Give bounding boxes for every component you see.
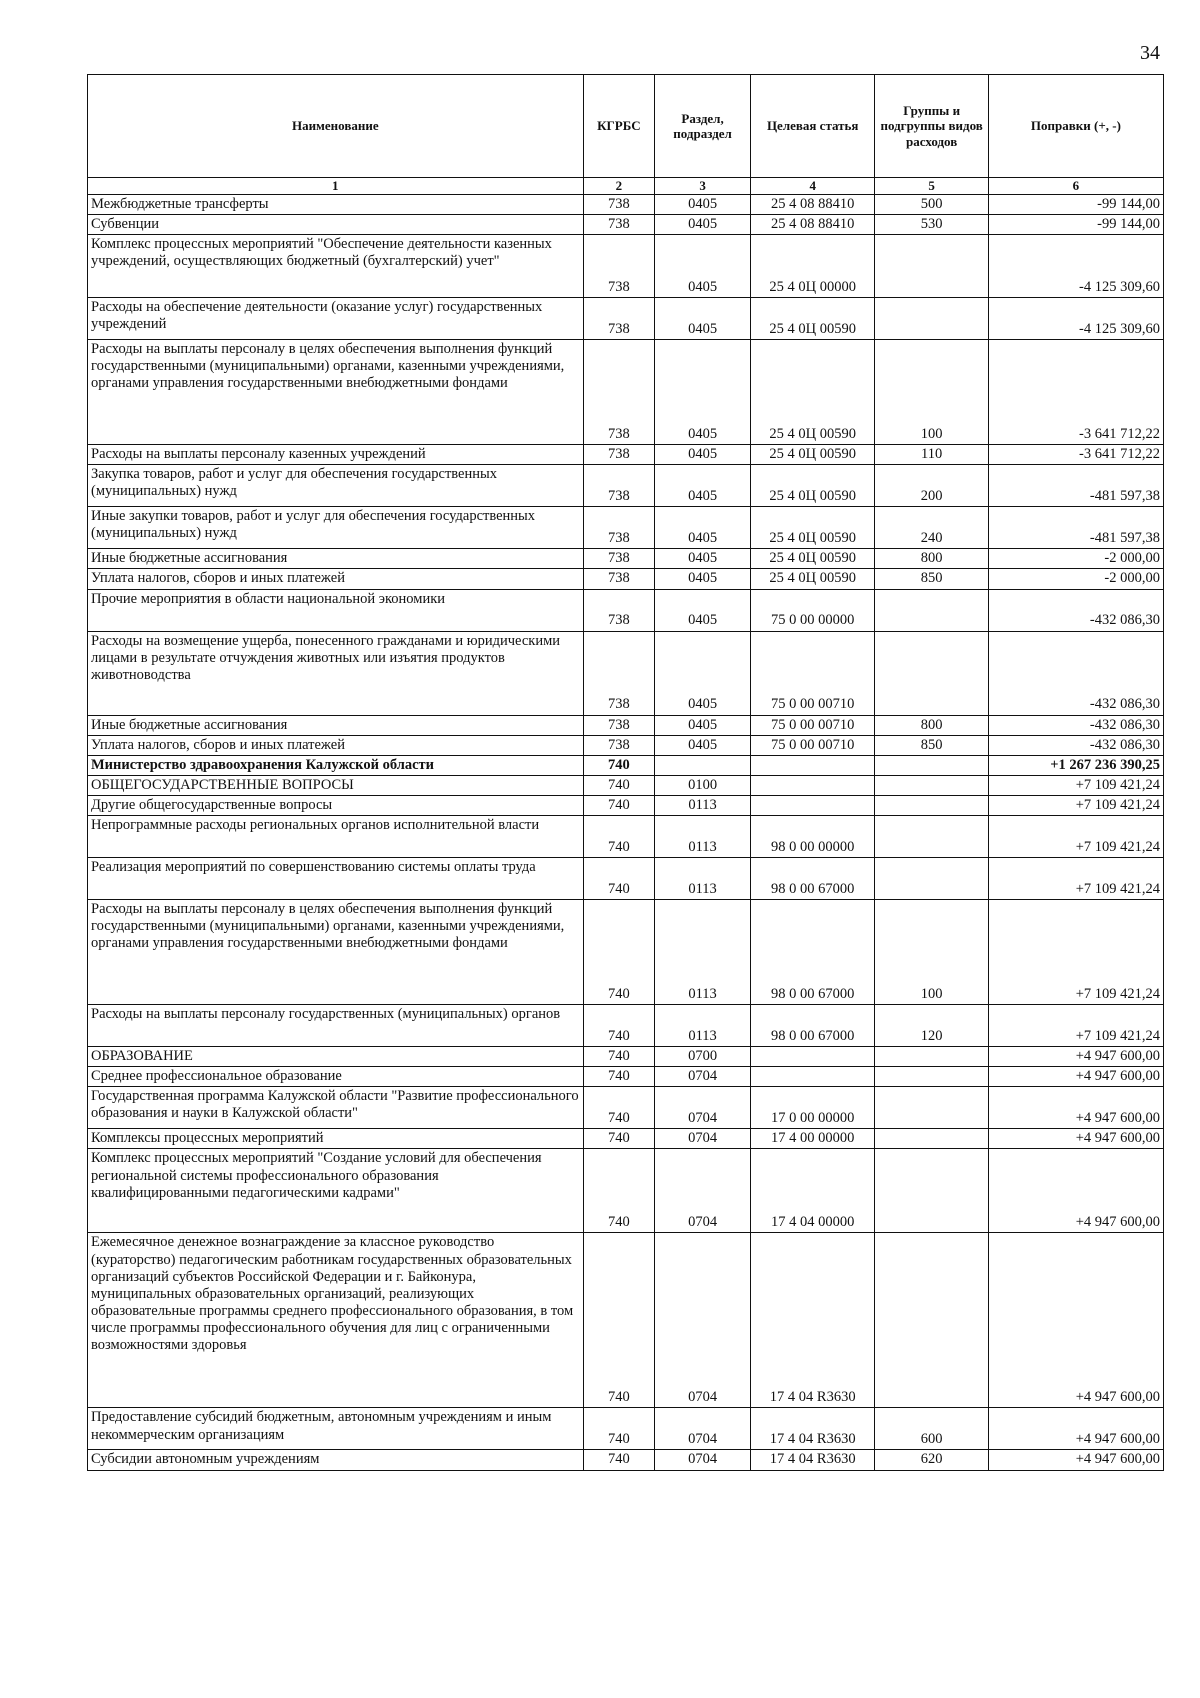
row-group (875, 858, 988, 900)
table-row (88, 445, 1164, 465)
table-row (88, 465, 1164, 507)
column-number: 6 (988, 178, 1163, 195)
row-section: 0100 (655, 775, 751, 795)
table-row (88, 1047, 1164, 1067)
row-name: Расходы на выплаты персоналу в целях обеспечения выполнения функций государственными (муниципальными) органами, казенными учреждениями, органами управления государственными внебюджетными фондами (88, 340, 584, 445)
row-group (875, 816, 988, 858)
row-kgrbs: 740 (583, 858, 655, 900)
row-name: Предоставление субсидий бюджетным, автономным учреждениям и иным некоммерческим организациям (88, 1408, 584, 1450)
row-amount: -99 144,00 (988, 215, 1163, 235)
row-name: Комплексы процессных мероприятий (88, 1129, 584, 1149)
row-amount: +4 947 600,00 (988, 1067, 1163, 1087)
row-name: Иные бюджетные ассигнования (88, 715, 584, 735)
row-group (875, 1129, 988, 1149)
row-kgrbs: 738 (583, 549, 655, 569)
column-number: 3 (655, 178, 751, 195)
row-name: ОБЩЕГОСУДАРСТВЕННЫЕ ВОПРОСЫ (88, 775, 584, 795)
table-row (88, 195, 1164, 215)
column-number: 1 (88, 178, 584, 195)
table-row (88, 549, 1164, 569)
row-target: 25 4 0Ц 00590 (750, 569, 874, 589)
row-kgrbs: 740 (583, 775, 655, 795)
table-row (88, 631, 1164, 715)
row-section: 0405 (655, 215, 751, 235)
table-row (88, 816, 1164, 858)
table-row (88, 507, 1164, 549)
row-amount: +4 947 600,00 (988, 1450, 1163, 1470)
row-name: Уплата налогов, сборов и иных платежей (88, 735, 584, 755)
row-name: Уплата налогов, сборов и иных платежей (88, 569, 584, 589)
row-amount: -99 144,00 (988, 195, 1163, 215)
row-amount: -3 641 712,22 (988, 340, 1163, 445)
table-header-row (88, 75, 1164, 178)
row-kgrbs: 740 (583, 1233, 655, 1408)
row-name: Расходы на обеспечение деятельности (оказание услуг) государственных учреждений (88, 298, 584, 340)
row-section: 0704 (655, 1233, 751, 1408)
row-section: 0405 (655, 445, 751, 465)
row-kgrbs: 740 (583, 795, 655, 815)
table-row (88, 340, 1164, 445)
row-group: 100 (875, 340, 988, 445)
row-name: Расходы на выплаты персоналу в целях обеспечения выполнения функций государственными (муниципальными) органами, казенными учреждениями, органами управления государственными внебюджетными фондами (88, 900, 584, 1005)
row-name: Непрограммные расходы региональных органов исполнительной власти (88, 816, 584, 858)
row-group: 530 (875, 215, 988, 235)
row-kgrbs: 740 (583, 900, 655, 1005)
table-row (88, 900, 1164, 1005)
table-row (88, 235, 1164, 298)
row-section: 0405 (655, 589, 751, 631)
row-section: 0704 (655, 1149, 751, 1233)
row-amount: -432 086,30 (988, 589, 1163, 631)
row-target: 25 4 08 88410 (750, 215, 874, 235)
row-amount: -4 125 309,60 (988, 298, 1163, 340)
row-name: Другие общегосударственные вопросы (88, 795, 584, 815)
row-target: 25 4 08 88410 (750, 195, 874, 215)
row-target (750, 775, 874, 795)
row-kgrbs: 740 (583, 1149, 655, 1233)
row-target: 98 0 00 67000 (750, 900, 874, 1005)
table-row (88, 858, 1164, 900)
row-kgrbs: 740 (583, 1005, 655, 1047)
row-kgrbs: 738 (583, 631, 655, 715)
row-group: 600 (875, 1408, 988, 1450)
table-row (88, 1129, 1164, 1149)
row-name: Прочие мероприятия в области национальной экономики (88, 589, 584, 631)
row-amount: +7 109 421,24 (988, 900, 1163, 1005)
row-amount: +7 109 421,24 (988, 1005, 1163, 1047)
row-name: Субвенции (88, 215, 584, 235)
header-groups: Группы и подгруппы видов расходов (875, 75, 988, 178)
row-section (655, 755, 751, 775)
row-group: 200 (875, 465, 988, 507)
header-amendments: Поправки (+, -) (988, 75, 1163, 178)
row-section: 0405 (655, 507, 751, 549)
row-target: 75 0 00 00710 (750, 631, 874, 715)
header-target: Целевая статья (750, 75, 874, 178)
row-kgrbs: 738 (583, 340, 655, 445)
row-amount: +4 947 600,00 (988, 1129, 1163, 1149)
row-section: 0113 (655, 816, 751, 858)
row-kgrbs: 740 (583, 1408, 655, 1450)
row-target: 17 4 00 00000 (750, 1129, 874, 1149)
row-section: 0405 (655, 715, 751, 735)
header-kgrbs: КГРБС (583, 75, 655, 178)
row-kgrbs: 738 (583, 569, 655, 589)
row-group: 800 (875, 715, 988, 735)
row-target: 17 0 00 00000 (750, 1087, 874, 1129)
row-group: 500 (875, 195, 988, 215)
table-row (88, 589, 1164, 631)
row-group: 120 (875, 1005, 988, 1047)
row-kgrbs: 740 (583, 755, 655, 775)
row-name: Реализация мероприятий по совершенствованию системы оплаты труда (88, 858, 584, 900)
row-name: Среднее профессиональное образование (88, 1067, 584, 1087)
row-target (750, 1067, 874, 1087)
row-target: 17 4 04 R3630 (750, 1233, 874, 1408)
row-amount: +4 947 600,00 (988, 1149, 1163, 1233)
row-group: 110 (875, 445, 988, 465)
row-kgrbs: 738 (583, 445, 655, 465)
column-number: 4 (750, 178, 874, 195)
row-kgrbs: 738 (583, 715, 655, 735)
row-group: 850 (875, 569, 988, 589)
row-section: 0704 (655, 1408, 751, 1450)
row-group (875, 755, 988, 775)
row-group: 240 (875, 507, 988, 549)
row-target: 25 4 0Ц 00590 (750, 549, 874, 569)
row-section: 0405 (655, 298, 751, 340)
row-name: Межбюджетные трансферты (88, 195, 584, 215)
table-row (88, 1149, 1164, 1233)
row-target: 25 4 0Ц 00590 (750, 298, 874, 340)
row-target: 75 0 00 00710 (750, 735, 874, 755)
row-kgrbs: 738 (583, 507, 655, 549)
row-section: 0113 (655, 900, 751, 1005)
row-section: 0704 (655, 1067, 751, 1087)
row-target (750, 1047, 874, 1067)
row-group (875, 1087, 988, 1129)
row-group: 850 (875, 735, 988, 755)
row-target: 75 0 00 00000 (750, 589, 874, 631)
row-kgrbs: 740 (583, 1047, 655, 1067)
row-group (875, 1067, 988, 1087)
table-row (88, 775, 1164, 795)
row-kgrbs: 738 (583, 465, 655, 507)
table-row (88, 1233, 1164, 1408)
table-row (88, 735, 1164, 755)
row-kgrbs: 740 (583, 1129, 655, 1149)
table-row (88, 755, 1164, 775)
row-amount: +4 947 600,00 (988, 1087, 1163, 1129)
header-section: Раздел, подраздел (655, 75, 751, 178)
row-name: Расходы на выплаты персоналу казенных учреждений (88, 445, 584, 465)
row-target: 17 4 04 R3630 (750, 1408, 874, 1450)
table-row (88, 298, 1164, 340)
row-amount: +1 267 236 390,25 (988, 755, 1163, 775)
table-row (88, 1005, 1164, 1047)
row-target: 17 4 04 R3630 (750, 1450, 874, 1470)
row-name: Комплекс процессных мероприятий "Создание условий для обеспечения региональной системы профессионального образования квалифицированными педагогическими кадрами" (88, 1149, 584, 1233)
row-group (875, 1233, 988, 1408)
row-name: Иные бюджетные ассигнования (88, 549, 584, 569)
table-row (88, 1408, 1164, 1450)
row-section: 0704 (655, 1087, 751, 1129)
row-group (875, 235, 988, 298)
row-name: ОБРАЗОВАНИЕ (88, 1047, 584, 1067)
row-section: 0704 (655, 1450, 751, 1470)
row-group (875, 631, 988, 715)
row-group: 800 (875, 549, 988, 569)
row-name: Ежемесячное денежное вознаграждение за классное руководство (кураторство) педагогическим работникам государственных образовательных организаций субъектов Российской Федерации и г. Байконура, муниципальных образовательных организаций, реализующих образовательные программы среднего профессионального образования, в том числе программы профессионального обучения для лиц с ограниченными возможностями здоровья (88, 1233, 584, 1408)
row-group (875, 298, 988, 340)
row-amount: +4 947 600,00 (988, 1408, 1163, 1450)
row-target: 25 4 0Ц 00590 (750, 445, 874, 465)
row-section: 0113 (655, 1005, 751, 1047)
page-number: 34 (1140, 42, 1160, 64)
row-section: 0405 (655, 549, 751, 569)
row-target: 25 4 0Ц 00590 (750, 465, 874, 507)
row-section: 0405 (655, 465, 751, 507)
table-row (88, 215, 1164, 235)
row-target: 98 0 00 67000 (750, 858, 874, 900)
row-group: 100 (875, 900, 988, 1005)
row-section: 0405 (655, 631, 751, 715)
row-amount: -2 000,00 (988, 549, 1163, 569)
row-target: 98 0 00 00000 (750, 816, 874, 858)
row-amount: -2 000,00 (988, 569, 1163, 589)
row-kgrbs: 738 (583, 735, 655, 755)
row-target: 25 4 0Ц 00590 (750, 507, 874, 549)
row-amount: -432 086,30 (988, 715, 1163, 735)
budget-table (87, 74, 1164, 1471)
row-kgrbs: 740 (583, 816, 655, 858)
row-kgrbs: 740 (583, 1087, 655, 1129)
row-name: Иные закупки товаров, работ и услуг для обеспечения государственных (муниципальных) нужд (88, 507, 584, 549)
table-row (88, 1087, 1164, 1129)
row-amount: +4 947 600,00 (988, 1233, 1163, 1408)
row-amount: +7 109 421,24 (988, 795, 1163, 815)
row-amount: -481 597,38 (988, 465, 1163, 507)
row-kgrbs: 738 (583, 589, 655, 631)
row-amount: +7 109 421,24 (988, 858, 1163, 900)
row-section: 0113 (655, 858, 751, 900)
row-kgrbs: 738 (583, 298, 655, 340)
header-name: Наименование (88, 75, 584, 178)
row-section: 0405 (655, 569, 751, 589)
row-name: Субсидии автономным учреждениям (88, 1450, 584, 1470)
row-amount: +7 109 421,24 (988, 775, 1163, 795)
row-group (875, 795, 988, 815)
row-target (750, 795, 874, 815)
row-group (875, 1149, 988, 1233)
row-amount: -481 597,38 (988, 507, 1163, 549)
row-target: 98 0 00 67000 (750, 1005, 874, 1047)
row-name: Министерство здравоохранения Калужской области (88, 755, 584, 775)
row-section: 0405 (655, 235, 751, 298)
table-row (88, 715, 1164, 735)
row-group (875, 589, 988, 631)
row-target: 17 4 04 00000 (750, 1149, 874, 1233)
row-group (875, 775, 988, 795)
column-number: 5 (875, 178, 988, 195)
row-name: Закупка товаров, работ и услуг для обеспечения государственных (муниципальных) нужд (88, 465, 584, 507)
row-kgrbs: 738 (583, 235, 655, 298)
row-amount: +4 947 600,00 (988, 1047, 1163, 1067)
row-target: 75 0 00 00710 (750, 715, 874, 735)
row-section: 0113 (655, 795, 751, 815)
row-name: Комплекс процессных мероприятий "Обеспечение деятельности казенных учреждений, осуществляющих бюджетный (бухгалтерский) учет" (88, 235, 584, 298)
table-row (88, 1067, 1164, 1087)
row-name: Расходы на выплаты персоналу государственных (муниципальных) органов (88, 1005, 584, 1047)
row-kgrbs: 740 (583, 1067, 655, 1087)
table-row (88, 1450, 1164, 1470)
table-row (88, 569, 1164, 589)
table-row (88, 795, 1164, 815)
row-section: 0704 (655, 1129, 751, 1149)
row-target: 25 4 0Ц 00000 (750, 235, 874, 298)
row-amount: -432 086,30 (988, 631, 1163, 715)
row-group: 620 (875, 1450, 988, 1470)
row-name: Государственная программа Калужской области "Развитие профессионального образования и науки в Калужской области" (88, 1087, 584, 1129)
row-section: 0405 (655, 340, 751, 445)
row-kgrbs: 740 (583, 1450, 655, 1470)
table-body (88, 195, 1164, 1471)
row-amount: +7 109 421,24 (988, 816, 1163, 858)
column-number: 2 (583, 178, 655, 195)
column-number-row (88, 178, 1164, 195)
row-name: Расходы на возмещение ущерба, понесенного гражданами и юридическими лицами в результате отчуждения животных или изъятия продуктов животноводства (88, 631, 584, 715)
row-section: 0405 (655, 735, 751, 755)
row-group (875, 1047, 988, 1067)
row-section: 0405 (655, 195, 751, 215)
row-target: 25 4 0Ц 00590 (750, 340, 874, 445)
row-target (750, 755, 874, 775)
row-amount: -3 641 712,22 (988, 445, 1163, 465)
row-kgrbs: 738 (583, 195, 655, 215)
row-amount: -4 125 309,60 (988, 235, 1163, 298)
row-section: 0700 (655, 1047, 751, 1067)
row-kgrbs: 738 (583, 215, 655, 235)
row-amount: -432 086,30 (988, 735, 1163, 755)
